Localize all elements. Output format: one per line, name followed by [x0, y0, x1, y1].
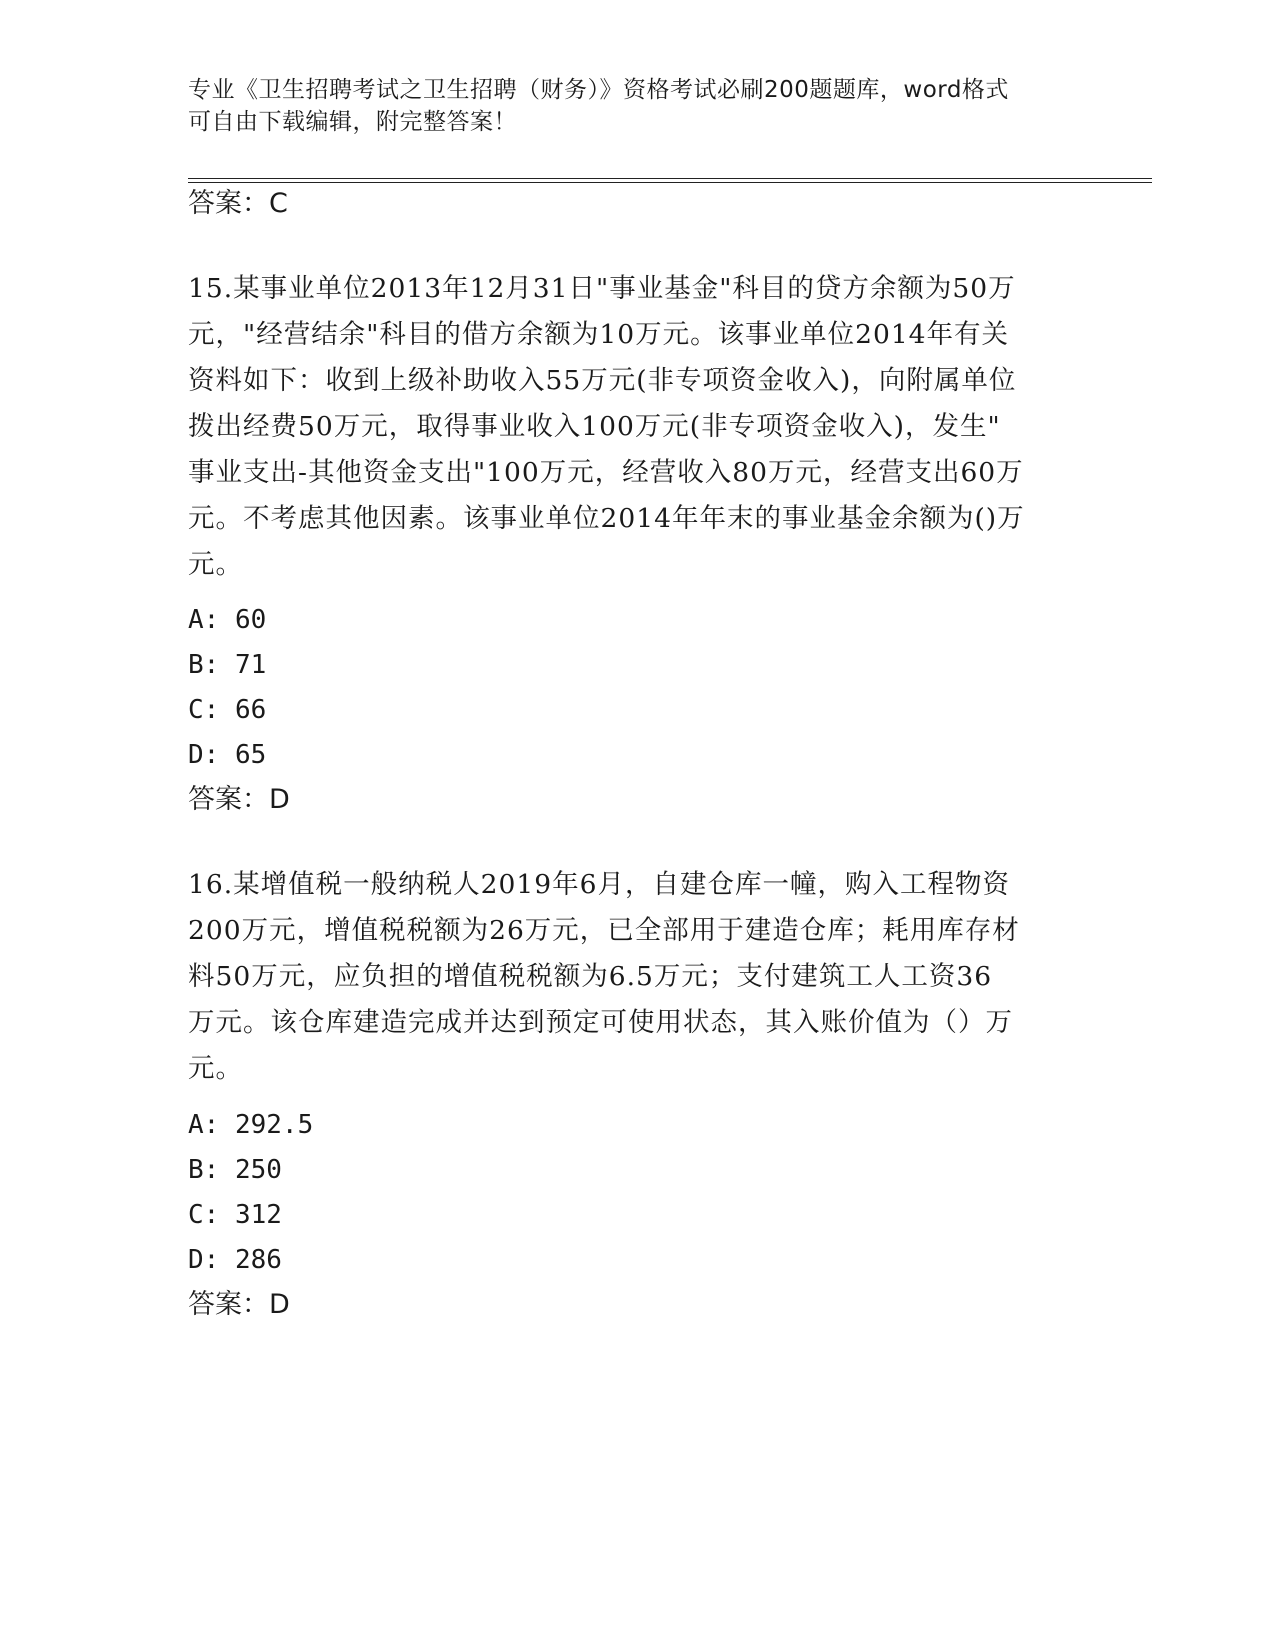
header-line: 可自由下载编辑，附完整答案！ [188, 109, 517, 135]
option-d: D: 286 [188, 1245, 282, 1275]
header-divider [188, 178, 1152, 179]
header-divider [188, 182, 1152, 183]
answer-line: 答案：D [188, 1289, 290, 1320]
option-d: D: 65 [188, 740, 267, 770]
question-line: 拨出经费50万元，取得事业收入100万元(非专项资金收入)，发生" [188, 411, 1001, 442]
question-line: 资料如下：收到上级补助收入55万元(非专项资金收入)，向附属单位 [188, 365, 1017, 396]
option-b: B: 250 [188, 1155, 282, 1185]
option-a: A: 292.5 [188, 1110, 314, 1140]
question-15-text [188, 266, 1083, 588]
option-c: C: 66 [188, 695, 267, 725]
question-line: 200万元，增值税税额为26万元，已全部用于建造仓库；耗用库存材 [188, 915, 1020, 946]
question-line: 元。不考虑其他因素。该事业单位2014年年末的事业基金余额为()万 [188, 503, 1025, 534]
option-b: B: 71 [188, 650, 267, 680]
question-line: 元，"经营结余"科目的借方余额为10万元。该事业单位2014年有关 [188, 319, 1010, 350]
option-c: C: 312 [188, 1200, 282, 1230]
question-line: 料50万元，应负担的增值税税额为6.5万元；支付建筑工人工资36 [188, 961, 993, 992]
question-16-text [188, 862, 1083, 1092]
answer-line: 答案：C [188, 188, 288, 219]
question-line: 16.某增值税一般纳税人2019年6月，自建仓库一幢，购入工程物资 [188, 869, 1010, 900]
question-line: 15.某事业单位2013年12月31日"事业基金"科目的贷方余额为50万 [188, 273, 1016, 304]
question-line: 元。 [188, 549, 243, 580]
question-line: 事业支出-其他资金支出"100万元，经营收入80万元，经营支出60万 [188, 457, 1024, 488]
answer-line: 答案：D [188, 784, 290, 815]
question-line: 元。 [188, 1053, 243, 1084]
header-line: 专业《卫生招聘考试之卫生招聘（财务）》资格考试必刷200题题库，word格式 [188, 77, 1009, 103]
option-a: A: 60 [188, 605, 267, 635]
question-line: 万元。该仓库建造完成并达到预定可使用状态，其入账价值为（）万 [188, 1007, 1013, 1038]
document-header [188, 74, 1068, 138]
